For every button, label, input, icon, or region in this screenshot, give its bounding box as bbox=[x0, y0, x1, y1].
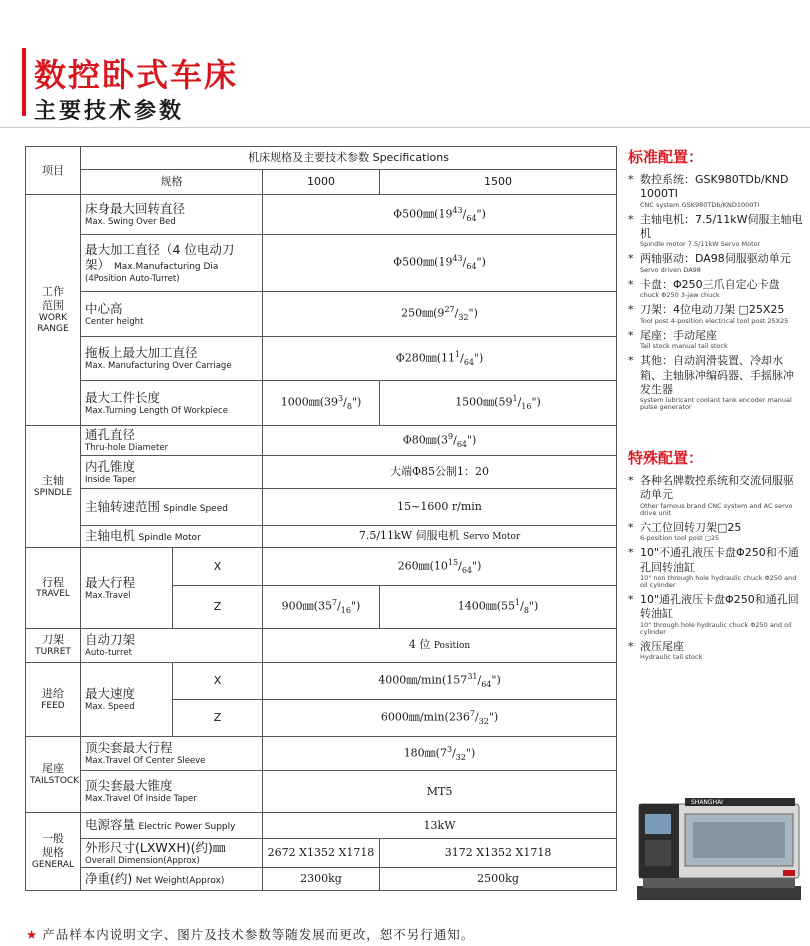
special-config-title: 特殊配置： bbox=[628, 449, 704, 467]
special-config-item-cn: 六工位回转刀架□25 bbox=[640, 520, 742, 534]
feed-x-axis: X bbox=[173, 663, 263, 700]
travel-z-1500: $1400㎜(55^1/_8")$ bbox=[380, 586, 617, 629]
travel-x-axis: X bbox=[173, 548, 263, 586]
inside-taper-label: 内孔锥度 Inside Taper bbox=[81, 456, 263, 489]
travel-x-value: $260㎜(10^{15}/_{64}")$ bbox=[263, 548, 617, 586]
category-feed: 进给 FEED bbox=[26, 663, 81, 737]
special-config-item-cn: 各种名牌数控系统和交流伺服驱动单元 bbox=[640, 474, 794, 502]
bullet-icon: * bbox=[628, 173, 634, 186]
standard-config-item-en: Servo driven DA98 bbox=[640, 265, 701, 274]
inside-taper-value: 大端Φ85公制1：20 bbox=[263, 456, 617, 489]
special-config-panel bbox=[628, 447, 804, 666]
sleeve-taper-value: MT5 bbox=[263, 771, 617, 813]
bore-label: 通孔直径 Thru-hole Diameter bbox=[81, 426, 263, 456]
spindle-motor-value: 7.5/11kW 伺服电机 Servo Motor bbox=[263, 526, 617, 548]
max-dia-label: 最大加工直径（4 位电动刀架） Max.Manufacturing Dia (4Position Auto-Turret) bbox=[81, 235, 263, 292]
standard-config-item-en: Spindle motor 7.5/11kW Servo Motor bbox=[640, 240, 761, 249]
feed-z-value: $6000㎜/\min(236^7/_{32}")$ bbox=[263, 700, 617, 737]
standard-config-item-cn: 其他：自动润滑装置、冷却水箱、主轴脉冲编码器、手摇脉冲发生器 bbox=[640, 354, 794, 396]
standard-config-item bbox=[628, 278, 804, 299]
footer-note: ★ 产品样本内说明文字、图片及技术参数等随发展而更改，恕不另行通知。 bbox=[26, 927, 475, 942]
special-config-item bbox=[628, 474, 804, 517]
bore-value: $\Phi 80㎜(3^9/_{64}")$ bbox=[263, 426, 617, 456]
category-work-range: 工作 范围 WORK RANGE bbox=[26, 195, 81, 426]
standard-config-item-cn: 刀架：4位电动刀架 □25X25 bbox=[640, 303, 785, 317]
category-tailstock: 尾座 TAILSTOCK bbox=[26, 737, 81, 813]
special-config-item-cn: 液压尾座 bbox=[640, 640, 684, 654]
max-travel-label: 最大行程 Max.Travel bbox=[81, 548, 173, 629]
max-dia-value: $\Phi 500㎜(19^{43}/_{64}")$ bbox=[263, 235, 617, 292]
footer-star-icon: ★ bbox=[26, 927, 39, 942]
special-config-item bbox=[628, 640, 804, 661]
category-travel: 行程 TRAVEL bbox=[26, 548, 81, 629]
standard-config-item-en: system lubricant coolant tank encoder manual pulse generator bbox=[640, 396, 792, 412]
special-config-item-en: 10" through hole hydraulic chuck Φ250 and oil cylinder bbox=[640, 620, 792, 636]
weight-label: 净重(约) Net Weight(Approx) bbox=[81, 868, 263, 891]
standard-config-item-cn: 两轴驱动：DA98伺服驱动单元 bbox=[640, 252, 791, 266]
power-value: 13kW bbox=[263, 813, 617, 839]
bullet-icon: * bbox=[628, 303, 634, 317]
bullet-icon: * bbox=[628, 212, 634, 226]
standard-config-item-en: Tail stock manual tail stock bbox=[640, 342, 728, 351]
machine-interior bbox=[693, 822, 785, 858]
dimensions-1500: 3172 X1352 X1718 bbox=[380, 839, 617, 868]
category-spindle: 主轴 SPINDLE bbox=[26, 426, 81, 548]
header-divider bbox=[0, 127, 810, 128]
title-accent-bar bbox=[22, 48, 26, 116]
dimensions-label: 外形尺寸(LXWXH)(约)㎜ Overall Dimension(Approx) bbox=[81, 839, 263, 868]
standard-config-item-cn: 卡盘：Φ250三爪自定心卡盘 bbox=[640, 277, 780, 291]
bullet-icon: * bbox=[628, 354, 634, 368]
standard-config-item bbox=[628, 213, 804, 249]
workpiece-length-label: 最大工件长度 Max.Turning Length Of Workpiece bbox=[81, 381, 263, 426]
special-config-item bbox=[628, 521, 804, 542]
sleeve-taper-label: 顶尖套最大锥度 Max.Travel Of Inside Taper bbox=[81, 771, 263, 813]
special-config-item bbox=[628, 593, 804, 636]
weight-1000: 2300kg bbox=[263, 868, 380, 891]
standard-config-item bbox=[628, 329, 804, 350]
standard-config-item bbox=[628, 252, 804, 273]
machine-badge bbox=[783, 870, 795, 876]
standard-config-item-cn: 数控系统：GSK980TDb/KND 1000TⅠ bbox=[640, 173, 789, 201]
power-label: 电源容量 Electric Power Supply bbox=[81, 813, 263, 839]
spec-header: 机床规格及主要技术参数 Specifications bbox=[81, 147, 617, 170]
auto-turret-label: 自动刀架 Auto-turret bbox=[81, 629, 263, 663]
bullet-icon: * bbox=[628, 474, 634, 487]
feed-z-axis: Z bbox=[173, 700, 263, 737]
swing-bed-value: $\Phi 500㎜(19^{43}/_{64}")$ bbox=[263, 195, 617, 235]
standard-config-item bbox=[628, 354, 804, 411]
spec-table bbox=[25, 146, 617, 891]
feed-x-value: $4000㎜/\min(157^{31}/_{64}")$ bbox=[263, 663, 617, 700]
control-keypad bbox=[645, 840, 671, 866]
standard-config-item-cn: 主轴电机：7.5/11kW伺服主轴电机 bbox=[640, 212, 803, 241]
machine-brand-label: SHANGHAI bbox=[691, 799, 723, 806]
spindle-motor-label: 主轴电机 Spindle Motor bbox=[81, 526, 263, 548]
model-1500-header: 1500 bbox=[380, 170, 617, 195]
bullet-icon: * bbox=[628, 277, 634, 291]
sleeve-travel-label: 顶尖套最大行程 Max.Travel Of Center Sleeve bbox=[81, 737, 263, 771]
page-title: 数控卧式车床 bbox=[34, 56, 239, 94]
model-1000-header: 1000 bbox=[263, 170, 380, 195]
spindle-speed-label: 主轴转速范围 Spindle Speed bbox=[81, 489, 263, 526]
center-height-label: 中心高 Center height bbox=[81, 292, 263, 337]
special-config-item-cn: 10"通孔液压卡盘Φ250和通孔回转油缸 bbox=[640, 593, 799, 621]
workpiece-length-1000: $1000㎜(39^3/_8")$ bbox=[263, 381, 380, 426]
standard-config-item bbox=[628, 173, 804, 209]
standard-config-panel bbox=[628, 146, 804, 415]
special-config-item-en: Hydraulic tail stock bbox=[640, 653, 703, 662]
category-turret: 刀架 TURRET bbox=[26, 629, 81, 663]
control-screen bbox=[645, 814, 671, 834]
carriage-dia-value: $\Phi 280㎜(11^1/_{64}")$ bbox=[263, 337, 617, 381]
spindle-speed-value: 15~1600 r/min bbox=[263, 489, 617, 526]
travel-z-1000: $900㎜(35^7/_{16}")$ bbox=[263, 586, 380, 629]
weight-1500: 2500kg bbox=[380, 868, 617, 891]
bullet-icon: * bbox=[628, 252, 634, 266]
bullet-icon: * bbox=[628, 593, 634, 607]
auto-turret-value: 4 位 Position bbox=[263, 629, 617, 663]
bullet-icon: * bbox=[628, 546, 634, 560]
standard-config-item bbox=[628, 303, 804, 324]
machine-base bbox=[637, 886, 801, 900]
max-speed-label: 最大速度 Max. Speed bbox=[81, 663, 173, 737]
special-config-item-cn: 10"不通孔液压卡盘Φ250和不通孔回转油缸 bbox=[640, 546, 799, 574]
page-subtitle: 主要技术参数 bbox=[34, 99, 185, 124]
travel-z-axis: Z bbox=[173, 586, 263, 629]
lathe-machine-image bbox=[633, 790, 805, 902]
spec-label: 规格 bbox=[81, 170, 263, 195]
special-config-item-en: 6-position tool post □25 bbox=[640, 534, 720, 543]
bullet-icon: * bbox=[628, 520, 634, 534]
special-config-item-en: Other famous brand CNC system and AC servo drive unit bbox=[640, 501, 793, 517]
special-config-item bbox=[628, 546, 804, 589]
dimensions-1000: 2672 X1352 X1718 bbox=[263, 839, 380, 868]
header-item-cell: 项目 bbox=[26, 147, 81, 195]
category-general: 一般 规格 GENERAL bbox=[26, 813, 81, 891]
bullet-icon: * bbox=[628, 328, 634, 342]
special-config-item-en: 10" non through hole hydraulic chuck Φ250 and oil cylinder bbox=[640, 573, 797, 590]
standard-config-item-cn: 尾座：手动尾座 bbox=[640, 328, 717, 342]
standard-config-item-en: Tool post 4-position electrical tool post 25X25 bbox=[640, 316, 789, 325]
workpiece-length-1500: $1500㎜(59^1/_{16}")$ bbox=[380, 381, 617, 426]
carriage-dia-label: 拖板上最大加工直径 Max. Manufacturing Over Carriage bbox=[81, 337, 263, 381]
standard-config-title: 标准配置： bbox=[628, 148, 704, 166]
standard-config-item-en: chuck Φ250 3-jaw chuck bbox=[640, 291, 720, 300]
swing-bed-label: 床身最大回转直径 Max. Swing Over Bed bbox=[81, 195, 263, 235]
bullet-icon: * bbox=[628, 640, 634, 654]
sleeve-travel-value: $180㎜(7^3/_{32}")$ bbox=[263, 737, 617, 771]
standard-config-item-en: CNC system GSK980TDb/KND1000TⅠ bbox=[640, 200, 760, 209]
center-height-value: $250㎜(9^{27}/_{32}")$ bbox=[263, 292, 617, 337]
